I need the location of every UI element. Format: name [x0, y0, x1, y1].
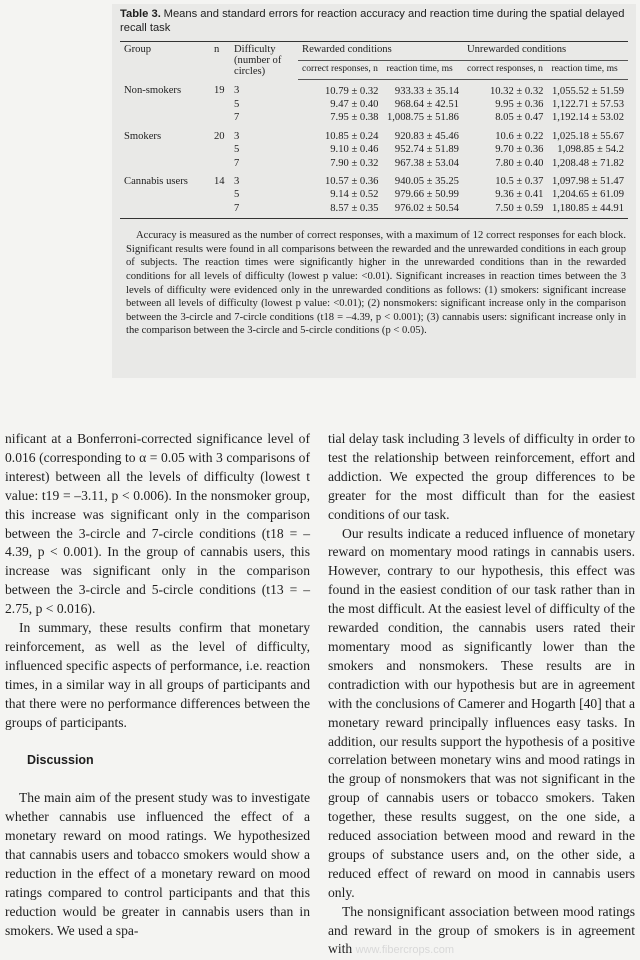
cell-group-name — [120, 202, 210, 219]
col-unrewarded-rt: reaction time, ms — [547, 60, 628, 79]
right-column — [328, 430, 635, 960]
cell-group-n — [210, 157, 230, 170]
cell-difficulty: 3 — [234, 175, 240, 187]
right-paragraph-1: tial delay task including 3 levels of difficulty in order to test the relationship between reinforcement, effort and addiction. We expected the group differences to be greater for the most difficult than for the easiest conditions of our task. — [328, 431, 635, 522]
col-rewarded-correct: correct responses, n — [298, 60, 382, 79]
table-row — [120, 202, 628, 219]
cell-rewarded-correct: 10.79 ± 0.32 — [324, 85, 379, 97]
cell-rewarded-rt: 952.74 ± 51.89 — [394, 144, 459, 156]
cell-rewarded-rt: 976.02 ± 50.54 — [382, 202, 463, 219]
table-caption — [120, 8, 628, 35]
cell-rewarded-rt: 920.83 ± 45.46 — [394, 130, 459, 142]
cell-group-name — [120, 98, 210, 111]
cell-group-name — [120, 157, 210, 170]
left-paragraph-3: The main aim of the present study was to investigate whether cannabis use influenced the effect of a monetary reward on mood ratings. We hypothesized that cannabis users and tobacco smokers would show a reduction in the effect of a monetary reward on mood ratings compared to control participants and that this reduction would be greater in cannabis users than in smokers. We used a spa- — [5, 790, 310, 938]
left-column — [5, 430, 310, 941]
table-row — [120, 79, 628, 98]
cell-group-n: 14 — [214, 175, 225, 187]
table-body — [120, 79, 628, 219]
cell-difficulty: 7 — [234, 157, 240, 169]
cell-difficulty: 5 — [234, 98, 240, 110]
cell-unrewarded-rt: 1,204.65 ± 61.09 — [551, 189, 624, 201]
cell-unrewarded-correct: 8.05 ± 0.47 — [495, 112, 544, 124]
cell-group-name: Cannabis users — [124, 175, 188, 187]
cell-unrewarded-correct: 7.80 ± 0.40 — [495, 157, 544, 169]
col-rewarded-rt: reaction time, ms — [382, 60, 463, 79]
cell-unrewarded-correct: 10.5 ± 0.37 — [495, 175, 544, 187]
table-row — [120, 98, 628, 111]
table-row — [120, 157, 628, 170]
cell-unrewarded-correct: 7.50 ± 0.59 — [463, 202, 547, 219]
cell-rewarded-correct: 7.90 ± 0.32 — [330, 157, 379, 169]
cell-unrewarded-rt: 1,097.98 ± 51.47 — [551, 175, 624, 187]
table-panel — [112, 4, 636, 378]
cell-group-n: 19 — [214, 85, 225, 97]
left-paragraph-1: nificant at a Bonferroni-corrected significance level of 0.016 (corresponding to α = 0.05 with 3 comparisons of interest) between all the levels of difficulty (lowest t value: t19 = –3.11, p < 0.006). In the nonsmoker group, this increase was significant only in the comparison between the 3-circle and 7-circle conditions (t18 = –4.39, p < 0.001). In the group of cannabis users, this increase was significant only in the comparison between the 3-circle and 5-circle conditions (t13 = –2.75, p < 0.016). — [5, 431, 310, 617]
cell-difficulty: 3 — [234, 130, 240, 142]
cell-unrewarded-correct: 10.6 ± 0.22 — [495, 130, 544, 142]
cell-rewarded-correct: 10.85 ± 0.24 — [324, 130, 379, 142]
cell-unrewarded-rt: 1,192.14 ± 53.02 — [551, 112, 624, 124]
cell-difficulty: 5 — [234, 189, 240, 201]
cell-rewarded-correct: 10.57 ± 0.36 — [324, 175, 379, 187]
table-row — [120, 170, 628, 188]
cell-group-n — [210, 202, 230, 219]
right-paragraph-2: Our results indicate a reduced influence of monetary reward on momentary mood ratings in cannabis users. However, contrary to our hypothesis, this effect was found in the easiest condition of our task rather than in the most difficult. At the easiest level of difficulty of the rewarded condition, the cannabis users rated their momentary mood as significantly lower than the smokers and nonsmokers. These results are in contradiction with our hypothesis but are in agreement with the conclusions of Camerer and Hogarth [40] that a monetary reward principally influences easy tasks. In addition, our results support the hypothesis of a positive correlation between monetary wins and mood ratings in the group of nonsmokers that was not significant in the group of cannabis users or tobacco smokers. Taken together, these results suggest, on the one side, a reduced association between mood and reward in the groups of substance users and, on the other side, a reduced effect of reward on mood in cannabis users only. — [328, 525, 635, 900]
cell-unrewarded-correct: 10.32 ± 0.32 — [489, 85, 544, 97]
cell-difficulty: 7 — [234, 112, 240, 124]
table-row — [120, 188, 628, 201]
watermark: www.fibercrops.com — [355, 944, 454, 957]
right-paragraph-3 — [328, 903, 635, 960]
cell-unrewarded-rt: 1,180.85 ± 44.91 — [547, 202, 628, 219]
cell-rewarded-correct: 9.10 ± 0.46 — [330, 144, 379, 156]
cell-group-n: 20 — [214, 130, 225, 142]
col-rewarded: Rewarded conditions — [298, 42, 463, 61]
col-group: Group — [120, 42, 210, 80]
right-paragraph-3-text: The nonsignificant association between mood ratings and reward in the group of smokers is in agreement with — [328, 903, 635, 957]
table-row — [120, 111, 628, 124]
cell-rewarded-rt: 968.64 ± 42.51 — [394, 98, 459, 110]
cell-rewarded-correct: 9.47 ± 0.40 — [330, 98, 379, 110]
results-table — [120, 41, 628, 219]
cell-group-name: Non-smokers — [124, 85, 182, 97]
col-unrewarded-correct: correct responses, n — [463, 60, 547, 79]
cell-group-name — [120, 111, 210, 124]
cell-unrewarded-rt: 1,025.18 ± 55.67 — [551, 130, 624, 142]
table-row — [120, 143, 628, 156]
cell-difficulty: 5 — [234, 144, 240, 156]
cell-rewarded-rt: 933.33 ± 35.14 — [394, 85, 459, 97]
cell-rewarded-rt: 979.66 ± 50.99 — [394, 189, 459, 201]
col-n: n — [210, 42, 230, 80]
table-label: Table 3. — [120, 8, 161, 20]
cell-unrewarded-correct: 9.95 ± 0.36 — [495, 98, 544, 110]
cell-group-name: Smokers — [124, 130, 162, 142]
table-row — [120, 125, 628, 143]
cell-unrewarded-correct: 9.36 ± 0.41 — [495, 189, 544, 201]
cell-difficulty: 7 — [230, 202, 298, 219]
cell-unrewarded-rt: 1,122.71 ± 57.53 — [551, 98, 624, 110]
cell-rewarded-rt: 1,008.75 ± 51.86 — [386, 112, 459, 124]
cell-rewarded-rt: 940.05 ± 35.25 — [394, 175, 459, 187]
cell-rewarded-correct: 7.95 ± 0.38 — [330, 112, 379, 124]
cell-group-n — [210, 111, 230, 124]
cell-group-n — [210, 188, 230, 201]
cell-unrewarded-correct: 9.70 ± 0.36 — [495, 144, 544, 156]
col-unrewarded: Unrewarded conditions — [463, 42, 628, 61]
cell-group-name — [120, 143, 210, 156]
col-difficulty: Difficulty (number of circles) — [230, 42, 298, 80]
section-heading: Discussion — [27, 752, 94, 767]
table-title: Means and standard errors for reaction accuracy and reaction time during the spatial delayed recall task — [120, 8, 625, 34]
cell-unrewarded-rt: 1,208.48 ± 71.82 — [551, 157, 624, 169]
left-paragraph-2: In summary, these results confirm that monetary reinforcement, as well as the level of difficulty, influenced specific aspects of performance, i.e. reaction times, in a similar way in all groups of participants and that there were no performance differences between the groups of participants. — [5, 620, 310, 730]
cell-group-name — [120, 188, 210, 201]
cell-rewarded-correct: 8.57 ± 0.35 — [298, 202, 382, 219]
cell-unrewarded-rt: 1,098.85 ± 54.2 — [557, 144, 624, 156]
cell-group-n — [210, 98, 230, 111]
cell-rewarded-rt: 967.38 ± 53.04 — [394, 157, 459, 169]
cell-unrewarded-rt: 1,055.52 ± 51.59 — [551, 85, 624, 97]
cell-difficulty: 3 — [234, 85, 240, 97]
cell-group-n — [210, 143, 230, 156]
cell-rewarded-correct: 9.14 ± 0.52 — [330, 189, 379, 201]
table-note: Accuracy is measured as the number of correct responses, with a maximum of 12 correct responses for each block. Significant results were found in all comparisons between the rewarded and the unrewarded conditions in each group of subjects. The reaction times were significantly higher in the unrewarded conditions than in the rewarded conditions for all levels of difficulty (lowest p value: <0.01). Significant increases in reaction times between the 3 levels of difficulty were evidenced only in the unrewarded conditions as follows: (1) smokers: significant increase between all levels of difficulty (lowest p value: <0.01); (2) nonsmokers: significant increase only in the comparison between the 3-circle and 7-circle conditions (t18 = –4.39, p < 0.001); (3) cannabis users: significant increase only in the comparison between the 3-circle and 5-circle conditions (p < 0.05). — [126, 230, 626, 337]
